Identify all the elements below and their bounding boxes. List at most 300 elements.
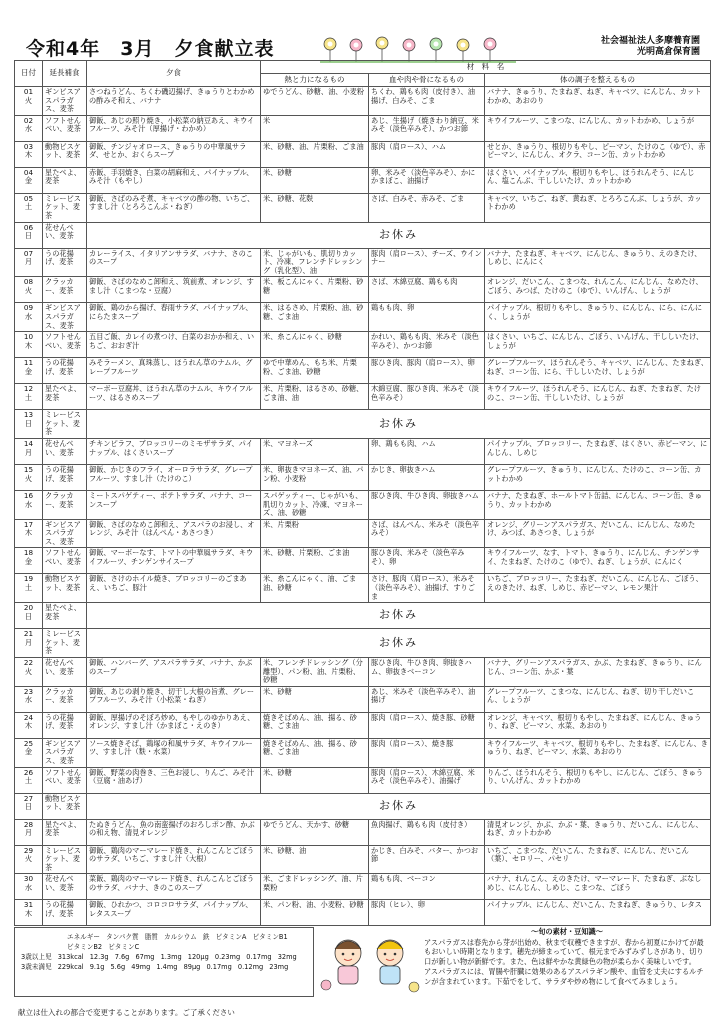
menu-row	[15, 384, 711, 410]
energy-cell: 米、糸こんにゃく、油、ごま油、砂糖	[261, 574, 369, 603]
day-of-week: 土	[24, 776, 33, 786]
footer-note: 献立は仕入れの都合で変更することがあります。ご了承ください	[18, 1008, 235, 1017]
date-cell	[15, 438, 43, 464]
snack-cell: ソフトせんべい、麦茶	[43, 767, 87, 793]
snack-cell: 星たべよ、麦茶	[43, 603, 87, 629]
seasonal-text: アスパラガスは春先から芽が出始め、秋まで収穫できますが、春から初夏にかけてが最もおいしい時期となります。穂先が締まっていて、根元までみずみずしさがあり、切り口が新しい物が新鮮です。また、色は鮮やかな黄緑色の物が柔らかく美味しいです。	[424, 937, 704, 966]
nutrition-value: 89μg	[183, 963, 201, 971]
blood-cell: さば、はんぺん、米みそ（淡色辛みそ）	[369, 519, 485, 548]
holiday-label: お休み	[87, 629, 711, 658]
menu-row	[15, 438, 711, 464]
date-cell	[15, 738, 43, 767]
snack-cell: 動物ビスケット、麦茶	[43, 141, 87, 167]
menu-row	[15, 819, 711, 845]
date-cell	[15, 384, 43, 410]
date-number: 02	[23, 115, 34, 125]
energy-cell: 米、片栗粉、はるさめ、砂糖、ごま油、油	[261, 384, 369, 410]
date-cell	[15, 900, 43, 926]
nutrition-value: 0.17mg	[246, 953, 272, 961]
day-of-week: 日	[24, 802, 33, 812]
col-energy: 熱と力になるもの	[261, 74, 369, 87]
energy-cell: 米、砂糖	[261, 686, 369, 712]
snack-cell: 花せんべい、麦茶	[43, 874, 87, 900]
day-of-week: 水	[24, 499, 33, 509]
day-of-week: 水	[24, 311, 33, 321]
nutrition-value: 7.6g	[114, 953, 130, 961]
blood-cell: さば、白みそ、赤みそ、ごま	[369, 193, 485, 222]
menu-row	[15, 686, 711, 712]
dinner-cell: みそラーメン、真珠蒸し、ほうれん草のナムル、グレープフルーツ	[87, 358, 261, 384]
date-number: 20	[23, 603, 34, 613]
dinner-cell: 御飯、さばのなめこ卸和え、筑前煮、オレンジ、すまし汁（こまつな・豆腐）	[87, 277, 261, 303]
snack-cell: うの花揚げ、麦茶	[43, 464, 87, 490]
col-dinner: 夕食	[87, 61, 261, 87]
nutrition-row	[21, 952, 307, 962]
snack-cell: ソフトせんべい、麦茶	[43, 115, 87, 141]
snack-cell: ソフトせんべい、麦茶	[43, 332, 87, 358]
holiday-row	[15, 793, 711, 819]
nutrition-header: エネルギー	[67, 933, 100, 941]
date-number: 10	[23, 332, 34, 342]
menu-row	[15, 548, 711, 574]
date-number: 31	[23, 900, 34, 910]
day-of-week: 金	[24, 557, 33, 567]
col-blood: 血や肉や骨になるもの	[369, 74, 485, 87]
date-number: 26	[23, 767, 34, 777]
energy-cell: ゆで中華めん、もち米、片栗粉、ごま油、砂糖	[261, 358, 369, 384]
day-of-week: 火	[24, 95, 33, 105]
menu-row	[15, 767, 711, 793]
date-number: 08	[23, 277, 34, 287]
holiday-label: お休み	[87, 410, 711, 439]
dinner-cell: 五目ご飯、カレイの煮つけ、白菜のおかか和え、いちご、おおぎ汁	[87, 332, 261, 358]
date-cell	[15, 222, 43, 248]
date-number: 21	[23, 629, 34, 639]
blood-cell: かれい、鶏もも肉、米みそ（淡色辛みそ）、かつお節	[369, 332, 485, 358]
blood-cell: 卵、鶏もも肉、ハム	[369, 438, 485, 464]
snack-cell: うの花揚げ、麦茶	[43, 900, 87, 926]
nutrition-value: 49mg	[131, 963, 151, 971]
date-cell	[15, 248, 43, 277]
day-of-week: 土	[24, 202, 33, 212]
date-number: 01	[23, 87, 34, 96]
body-cell: キウイフルーツ、ほうれんそう、にんじん、ねぎ、たまねぎ、たけのこ、コーン缶、干ししいたけ、しょうが	[485, 384, 711, 410]
body-cell: いちご、ブロッコリー、たまねぎ、だいこん、にんじん、ごぼう、えのきたけ、ねぎ、しめじ、赤ピーマン、レモン果汁	[485, 574, 711, 603]
body-cell: 清見オレンジ、かぶ、かぶ・葉、きゅうり、だいこん、にんじん、ねぎ、カットわかめ	[485, 819, 711, 845]
blood-cell: 魚肉揚げ、鶏もも肉（皮付き）	[369, 819, 485, 845]
children-illustration	[314, 927, 424, 997]
energy-cell: 米、パン粉、油、小麦粉、砂糖	[261, 900, 369, 926]
snack-cell: ギンビスアスパラガス、麦茶	[43, 738, 87, 767]
nutrition-header: カルシウム	[164, 933, 197, 941]
day-of-week: 日	[24, 611, 33, 621]
date-number: 30	[23, 874, 34, 884]
snack-cell: 星たべよ、麦茶	[43, 167, 87, 193]
dinner-cell: 御飯、チンジャオロース、きゅうりの中華風サラダ、せとか、おくらスープ	[87, 141, 261, 167]
date-number: 27	[23, 793, 34, 803]
nutrition-value: 1.4mg	[156, 963, 178, 971]
date-number: 12	[23, 384, 34, 394]
blood-cell: さけ、豚肉（肩ロース）、米みそ（淡色辛みそ）、油揚げ、すりごま	[369, 574, 485, 603]
nutrition-row	[21, 962, 307, 972]
date-cell	[15, 629, 43, 658]
body-cell: バナナ、グリーンアスパラガス、かぶ、たまねぎ、きゅうり、にんじん、コーン缶、かぶ・葉	[485, 658, 711, 687]
col-body: 体の調子を整えるもの	[485, 74, 711, 87]
energy-cell: 焼きそばめん、油、揚る、砂糖、ごま油	[261, 738, 369, 767]
seasonal-tips	[424, 927, 710, 1007]
snack-cell: クラッカー、麦茶	[43, 277, 87, 303]
blood-cell: 豚ひき肉、豚肉（肩ロース）、卵	[369, 358, 485, 384]
day-of-week: 木	[24, 721, 33, 731]
energy-cell: 米、ごまドレッシング、油、片栗粉	[261, 874, 369, 900]
holiday-row	[15, 603, 711, 629]
dinner-cell: 御飯、かじきのフライ、オーロラサラダ、グレープフルーツ、すまし汁（たけのこ）	[87, 464, 261, 490]
nutrition-value: 5.6g	[110, 963, 126, 971]
dinner-cell: さつねうどん、ちくわ磯辺揚げ、きゅうりとわかめの酢みそ和え、バナナ	[87, 87, 261, 116]
body-cell: はくさい、パイナップル、根切りもやし、ほうれんそう、にんじん、塩こんぶ、干ししいたけ、カットわかめ	[485, 167, 711, 193]
snack-cell: 動物ビスケット、麦茶	[43, 793, 87, 819]
dinner-cell: カレーライス、イタリアンサラダ、バナナ、さのこのスープ	[87, 248, 261, 277]
nutrition-value: 0.23mg	[214, 953, 241, 961]
body-cell: パイナップル、ブロッコリー、たまねぎ、はくさい、赤ピーマン、にんじん、しめじ	[485, 438, 711, 464]
nutrition-value: 120μg	[187, 953, 209, 961]
blood-cell: かじき、卵抜きハム	[369, 464, 485, 490]
day-of-week: 火	[24, 473, 33, 483]
day-of-week: 火	[24, 285, 33, 295]
date-cell	[15, 332, 43, 358]
menu-row	[15, 248, 711, 277]
snack-cell: ギンビスアスパラガス、麦茶	[43, 519, 87, 548]
nutrition-value: 12.3g	[89, 953, 109, 961]
dinner-cell: ソース焼きそば、鶏塚の和風サラダ、キウイフルーツ、すまし汁（麩・水菜）	[87, 738, 261, 767]
blood-cell: あじ、米みそ（淡色辛みそ）、油揚げ	[369, 686, 485, 712]
date-cell	[15, 277, 43, 303]
nutrition-value: 0.17mg	[206, 963, 232, 971]
menu-row	[15, 574, 711, 603]
col-date: 日付	[15, 61, 43, 87]
bottom-section	[14, 927, 710, 1019]
blood-cell: ちくわ、鶏もも肉（皮付き）、油揚げ、白みそ、ごま	[369, 87, 485, 116]
body-cell: キウイフルーツ、こまつな、にんじん、カットわかめ、しょうが	[485, 115, 711, 141]
date-number: 05	[23, 193, 34, 203]
blood-cell: さば、木綿豆腐、鶏もも肉	[369, 277, 485, 303]
date-cell	[15, 574, 43, 603]
day-of-week: 火	[24, 666, 33, 676]
body-cell: オレンジ、キャベツ、根切りもやし、たまねぎ、にんじん、きゅうり、ねぎ、ピーマン、水菜、あおのり	[485, 712, 711, 738]
flower-icon	[320, 37, 516, 62]
body-cell: オレンジ、だいこん、こまつな、れんこん、にんじん、なめたけ、ごぼう、みつば、たけのこ（ゆで）、いんげん、しょうが	[485, 277, 711, 303]
snack-cell: クラッカー、麦茶	[43, 686, 87, 712]
date-number: 24	[23, 712, 34, 722]
org-line2: 光明高倉保育園	[636, 47, 700, 57]
dinner-cell: 御飯、鶏肉のマーマレード焼き、れんこんとごぼうのサラダ、いちご、すまし汁（大根）	[87, 845, 261, 874]
body-cell: グレープフルーツ、きゅうり、にんじん、たけのこ、コーン缶、カットわかめ	[485, 464, 711, 490]
date-cell	[15, 303, 43, 332]
day-of-week: 水	[24, 124, 33, 134]
body-cell: グレープフルーツ、ほうれんそう、キャベツ、にんじん、たまねぎ、ねぎ、コーン缶、にら、干ししいたけ、しょうが	[485, 358, 711, 384]
blood-cell: 豚ひき肉、米みそ（淡色辛みそ）、卵	[369, 548, 485, 574]
date-number: 15	[23, 464, 34, 474]
snack-cell: 動物ビスケット、麦茶	[43, 574, 87, 603]
energy-cell: 米、砂糖、油	[261, 845, 369, 874]
energy-cell: 米、砂糖	[261, 167, 369, 193]
menu-row	[15, 358, 711, 384]
body-cell: キャベツ、いちご、ねぎ、黄ねぎ、とろろこんぶ、しょうが、カットわかめ	[485, 193, 711, 222]
body-cell: いちご、こまつな、だいこん、たまねぎ、にんじん、だいこん（葉）、セロリー、パセリ	[485, 845, 711, 874]
day-of-week: 金	[24, 366, 33, 376]
menu-row	[15, 141, 711, 167]
date-cell	[15, 167, 43, 193]
dinner-cell: たぬきうどん、魚の南蛮揚げのおろしポン酢、かぶの和え物、清見オレンジ	[87, 819, 261, 845]
date-cell	[15, 548, 43, 574]
date-cell	[15, 874, 43, 900]
date-number: 19	[23, 574, 34, 584]
blood-cell: 木綿豆腐、豚ひき肉、米みそ（淡色辛みそ）	[369, 384, 485, 410]
snack-cell: ソフトせんべい、麦茶	[43, 548, 87, 574]
date-cell	[15, 115, 43, 141]
energy-cell: ゆでうどん、天かす、砂糖	[261, 819, 369, 845]
energy-cell: 米、板こんにゃく、片栗粉、砂糖	[261, 277, 369, 303]
body-cell: バナナ、きゅうり、たまねぎ、ねぎ、キャベツ、にんじん、カットわかめ、あおのり	[485, 87, 711, 116]
snack-cell: 花せんべい、麦茶	[43, 658, 87, 687]
nutrition-header: ビタミンC	[108, 943, 140, 951]
dinner-cell: 御飯、マーボーなす、トマトの中華風サラダ、キウイフルーツ、チンゲンサイスープ	[87, 548, 261, 574]
day-of-week: 月	[24, 828, 33, 838]
snack-cell: ギンビスアスパラガス、麦茶	[43, 303, 87, 332]
col-ingredients: 材 料 名	[261, 61, 711, 74]
energy-cell: 米、マヨネーズ	[261, 438, 369, 464]
snack-cell: ミレービスケット、麦茶	[43, 193, 87, 222]
dinner-cell: 御飯、さけのホイル焼き、ブロッコリーのごまあえ、いちご、豚汁	[87, 574, 261, 603]
day-of-week: 日	[24, 231, 33, 241]
menu-body	[15, 87, 711, 926]
nutrition-header: 鉄	[202, 933, 210, 941]
energy-cell: 米	[261, 115, 369, 141]
day-of-week: 木	[24, 150, 33, 160]
snack-cell: ミレービスケット、麦茶	[43, 629, 87, 658]
day-of-week: 木	[24, 908, 33, 918]
energy-cell: 米、砂糖、片栗粉、ごま油	[261, 548, 369, 574]
blood-cell: 豚肉（肩ロース）、木綿豆腐、米みそ（淡色辛みそ）、油揚げ	[369, 767, 485, 793]
date-number: 13	[23, 410, 34, 420]
date-cell	[15, 464, 43, 490]
body-cell: キウイフルーツ、なす、トマト、きゅうり、にんじん、チンゲンサイ、たまねぎ、たけのこ（ゆで）、ねぎ、しょうが、にんにく	[485, 548, 711, 574]
body-cell: パイナップル、根切りもやし、きゅうり、にんじん、にら、にんにく、しょうが	[485, 303, 711, 332]
date-number: 29	[23, 845, 34, 855]
day-of-week: 土	[24, 583, 33, 593]
date-number: 07	[23, 248, 34, 258]
menu-row	[15, 519, 711, 548]
dinner-cell: 御飯、厚揚げのそぼろ炒め、もやしのゆかりあえ、オレンジ、すまし汁（かまぼこ・えのき）	[87, 712, 261, 738]
menu-row	[15, 874, 711, 900]
day-of-week: 土	[24, 392, 33, 402]
snack-cell: ミレービスケット、麦茶	[43, 410, 87, 439]
dinner-cell: 菜飯、鶏肉のマーマレード焼き、れんこんとごぼうのサラダ、バナナ、きのこのスープ	[87, 874, 261, 900]
body-cell: パイナップル、にんじん、だいこん、たまねぎ、きゅうり、レタス	[485, 900, 711, 926]
day-of-week: 水	[24, 695, 33, 705]
energy-cell: 米、糸こんにゃく、砂糖	[261, 332, 369, 358]
date-number: 03	[23, 141, 34, 151]
dinner-cell: 御飯、あじの剥り焼き、切干し大根の旨煮、グレープフルーツ、みそ汁（小松菜・ねぎ）	[87, 686, 261, 712]
day-of-week: 木	[24, 340, 33, 350]
energy-cell: 米、砂糖、油、片栗粉、ごま油	[261, 141, 369, 167]
nutrition-value: 9.1g	[89, 963, 105, 971]
blood-cell: 豚肉（ヒレ）、卵	[369, 900, 485, 926]
snack-cell: ミレービスケット、麦茶	[43, 845, 87, 874]
energy-cell: 米、卵抜きマヨネーズ、油、パン粉、小麦粉	[261, 464, 369, 490]
body-cell: オレンジ、グリーンアスパラガス、だいこん、にんじん、なめたけ、みつば、あさつき、しょうが	[485, 519, 711, 548]
nutrition-value: 23mg	[269, 963, 289, 971]
flower-icon	[321, 980, 331, 990]
blood-cell: 鶏もも肉、ベーコン	[369, 874, 485, 900]
energy-cell: 焼きそばめん、油、揚る、砂糖、ごま油	[261, 712, 369, 738]
date-cell	[15, 490, 43, 519]
nutrition-header: ビタミンB1	[252, 933, 288, 941]
date-number: 06	[23, 222, 34, 232]
blood-cell: 鶏もも肉、卵	[369, 303, 485, 332]
blood-cell: 豚ひき肉、牛ひき肉、卵抜きハム	[369, 490, 485, 519]
nutrition-header: ビタミンB2	[67, 943, 103, 951]
day-of-week: 月	[24, 447, 33, 457]
date-number: 23	[23, 686, 34, 696]
menu-row	[15, 193, 711, 222]
day-of-week: 月	[24, 257, 33, 267]
date-cell	[15, 686, 43, 712]
dinner-cell: チキンピラフ、ブロッコリーのミモザサラダ、パイナップル、はくさいスープ	[87, 438, 261, 464]
snack-cell: 花せんべい、麦茶	[43, 438, 87, 464]
dinner-cell: 御飯、あじの照り焼き、小松菜の納豆あえ、キウイフルーツ、みそ汁（厚揚げ・わかめ）	[87, 115, 261, 141]
menu-row	[15, 900, 711, 926]
body-cell: グレープフルーツ、こまつな、にんじん、ねぎ、切り干しだいこん、しょうが	[485, 686, 711, 712]
date-number: 09	[23, 303, 34, 313]
flower-icon	[409, 982, 419, 992]
date-cell	[15, 87, 43, 116]
energy-cell: 米、片栗粉	[261, 519, 369, 548]
body-cell: せとか、きゅうり、根切りもやし、ピーマン、たけのこ（ゆで）、赤ピーマン、にんじん、オクラ、コーン缶、カットわかめ	[485, 141, 711, 167]
menu-row	[15, 712, 711, 738]
snack-cell: うの花揚げ、麦茶	[43, 712, 87, 738]
nutrition-value: 1.3mg	[160, 953, 182, 961]
energy-cell: スパゲッティー、じゃがいも、肌切りカット、冷凍、マヨネーズ、油、砂糖	[261, 490, 369, 519]
child-icon	[377, 940, 403, 984]
col-snack: 延長補食	[43, 61, 87, 87]
nutrition-value: 313kcal	[57, 953, 84, 961]
dinner-cell: 御飯、鶏のから揚げ、春雨サラダ、パイナップル、にらたまスープ	[87, 303, 261, 332]
snack-cell: 花せんべい、麦茶	[43, 222, 87, 248]
day-of-week: 火	[24, 854, 33, 864]
org-line1: 社会福祉法人多摩養育園	[600, 36, 700, 46]
nutrition-row-label: 3歳以上児	[21, 953, 52, 961]
blood-cell: 卵、米みそ（淡色辛みそ）、かにかまぼこ、油揚げ	[369, 167, 485, 193]
menu-row	[15, 167, 711, 193]
dinner-cell: 御飯、さばのなめこ卸和え、アスパラのお浸し、オレンジ、みそ汁（はんぺん・あさつき）	[87, 519, 261, 548]
date-number: 25	[23, 738, 34, 748]
day-of-week: 金	[24, 747, 33, 757]
date-cell	[15, 793, 43, 819]
date-number: 04	[23, 167, 34, 177]
body-cell: バナナ、たまねぎ、キャベツ、にんじん、きゅうり、えのきたけ、しめじ、にんにく	[485, 248, 711, 277]
menu-table	[14, 60, 711, 926]
snack-cell: うの花揚げ、麦茶	[43, 358, 87, 384]
menu-row	[15, 845, 711, 874]
nutrition-header: 脂質	[144, 933, 158, 941]
dinner-cell: マーボー豆腐丼、ほうれん草のナムル、キウイフルーツ、はるさめスープ	[87, 384, 261, 410]
day-of-week: 金	[24, 176, 33, 186]
body-cell: キウイフルーツ、キャベツ、根切りもやし、たまねぎ、にんじん、きゅうり、ねぎ、ピーマン、水菜、あおのり	[485, 738, 711, 767]
holiday-row	[15, 410, 711, 439]
snack-cell: ギンビスアスパラガス、麦茶	[43, 87, 87, 116]
organization-name	[601, 36, 700, 58]
energy-cell: 米、砂糖	[261, 767, 369, 793]
snack-cell: 星たべよ、麦茶	[43, 819, 87, 845]
nutrition-headers	[21, 932, 307, 952]
blood-cell: 豚肉（肩ロース）、焼き豚	[369, 738, 485, 767]
date-cell	[15, 519, 43, 548]
energy-cell: ゆでうどん、砂糖、油、小麦粉	[261, 87, 369, 116]
blood-cell: 豚肉（肩ロース）、焼き豚、砂糖	[369, 712, 485, 738]
nutrition-value: 67mg	[135, 953, 155, 961]
snack-cell: うの花揚げ、麦茶	[43, 248, 87, 277]
menu-row	[15, 490, 711, 519]
holiday-row	[15, 222, 711, 248]
nutrition-value: 0.12mg	[237, 963, 264, 971]
menu-row	[15, 115, 711, 141]
date-number: 17	[23, 519, 34, 529]
menu-row	[15, 464, 711, 490]
menu-row	[15, 738, 711, 767]
body-cell: りんご、ほうれんそう、根切りもやし、にんじん、ごぼう、きゅうり、いんげん、カットわかめ	[485, 767, 711, 793]
blood-cell: かじき、白みそ、バター、かつお節	[369, 845, 485, 874]
date-cell	[15, 410, 43, 439]
dinner-cell: 御飯、野菜の肉巻き、三色お浸し、りんご、みそ汁（豆腐・油あげ）	[87, 767, 261, 793]
body-cell: バナナ、れんこん、えのきたけ、マーマレード、たまねぎ、ぶなしめじ、にんじん、しめじ、こまつな、ごぼう	[485, 874, 711, 900]
day-of-week: 日	[24, 418, 33, 428]
dinner-cell: 御飯、ハンバーグ、アスパラサラダ、バナナ、かぶのスープ	[87, 658, 261, 687]
nutrition-header: ビタミンA	[215, 933, 247, 941]
holiday-row	[15, 629, 711, 658]
energy-cell: 米、はるさめ、片栗粉、油、砂糖、ごま油	[261, 303, 369, 332]
seasonal-title: 〜旬の素材・豆知識〜	[531, 927, 603, 936]
holiday-label: お休み	[87, 793, 711, 819]
nutrition-box	[14, 927, 314, 997]
day-of-week: 水	[24, 882, 33, 892]
dinner-cell: 赤飯、手羽焼き、白菜の胡麻和え、パイナップル、みそ汁（もやし）	[87, 167, 261, 193]
dinner-cell: ミートスパゲティー、ポテトサラダ、バナナ、コーンスープ	[87, 490, 261, 519]
day-of-week: 月	[24, 637, 33, 647]
child-icon	[335, 940, 361, 984]
date-number: 14	[23, 438, 34, 448]
snack-cell: 星たべよ、麦茶	[43, 384, 87, 410]
energy-cell: 米、砂糖、花麩	[261, 193, 369, 222]
menu-row	[15, 277, 711, 303]
menu-row	[15, 87, 711, 116]
snack-cell: クラッカー、麦茶	[43, 490, 87, 519]
menu-row	[15, 658, 711, 687]
date-cell	[15, 845, 43, 874]
date-cell	[15, 767, 43, 793]
holiday-label: お休み	[87, 222, 711, 248]
nutrition-value: 229kcal	[57, 963, 84, 971]
nutrition-row-label: 3歳未満児	[21, 963, 52, 971]
dinner-cell: 御飯、さばのみそ煮、キャベツの酢の物、いちご、すまし汁（とろろこんぶ・ねぎ）	[87, 193, 261, 222]
blood-cell: 豚肉（肩ロース）、ハム	[369, 141, 485, 167]
energy-cell: 米、フレンチドレッシング（分離型）、パン粉、油、片栗粉、砂糖	[261, 658, 369, 687]
date-cell	[15, 193, 43, 222]
date-number: 18	[23, 548, 34, 558]
body-cell: バナナ、たまねぎ、ホールトマト缶詰、にんじん、コーン缶、きゅうり、カットわかめ	[485, 490, 711, 519]
date-cell	[15, 141, 43, 167]
date-cell	[15, 658, 43, 687]
